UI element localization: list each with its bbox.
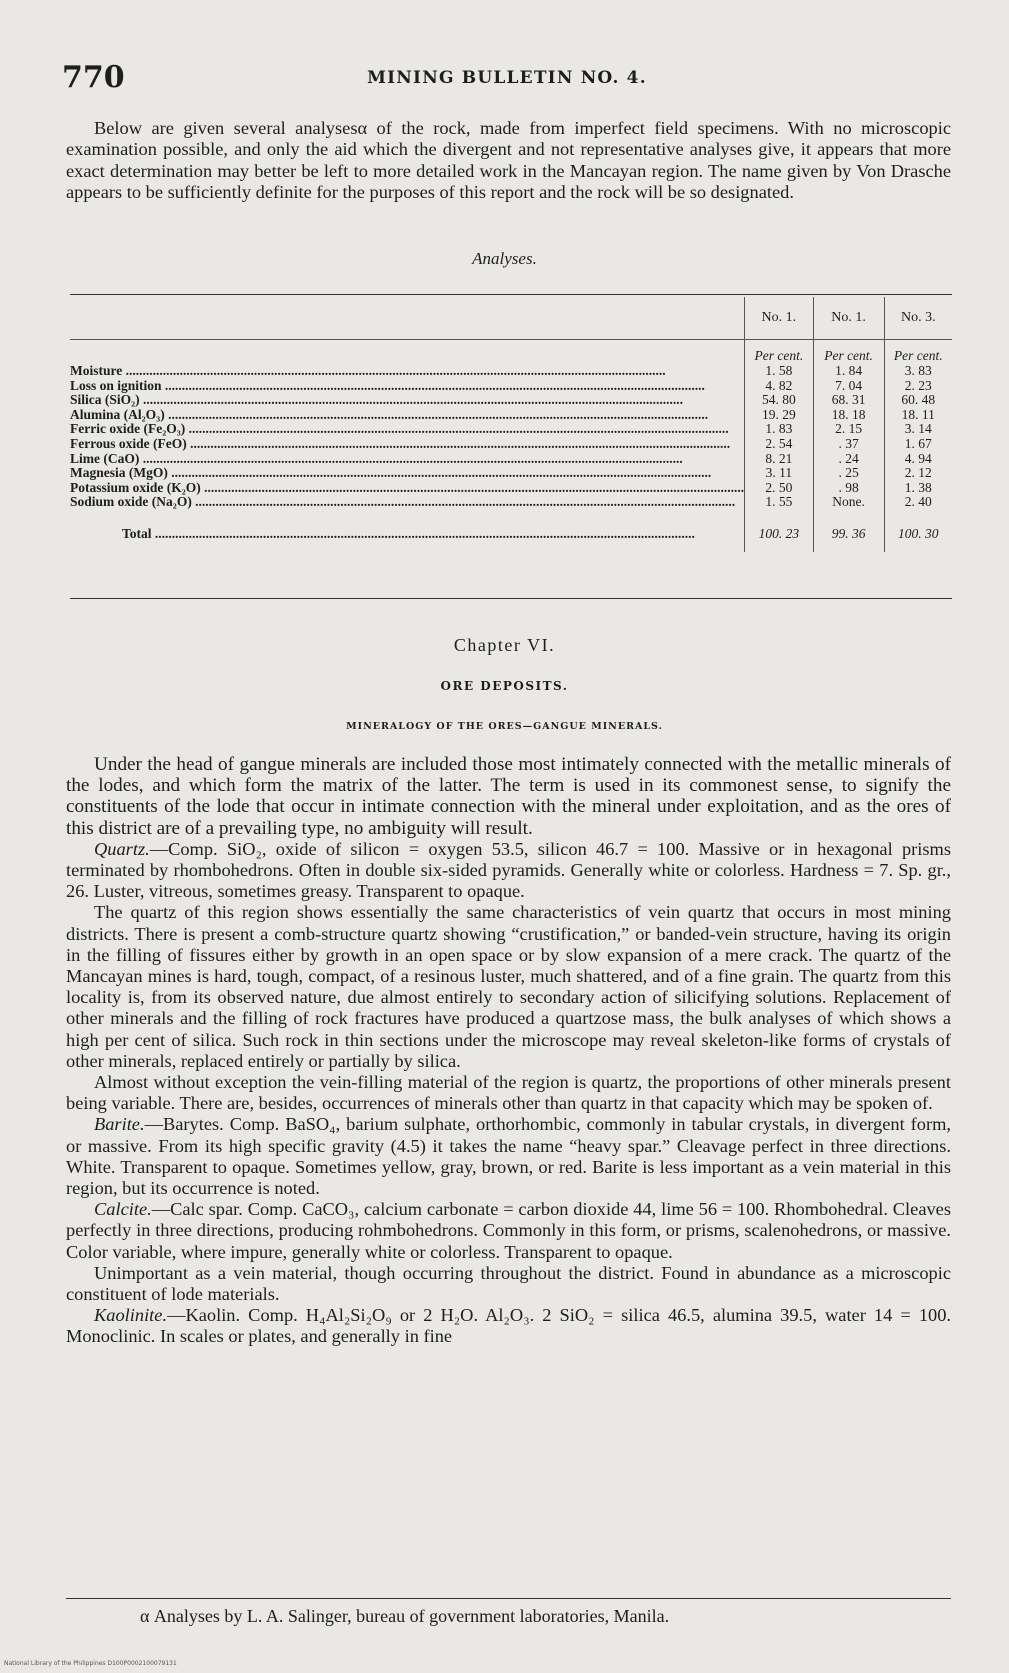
paragraph-kaolinite: [66, 1305, 951, 1347]
paragraph-gangue: Under the head of gangue minerals are included those most intimately connected with the metallic minerals of the lodes, and which form the matrix of the latter. The term is used in its commonest sense, to signify the constituents of the lode that occur in intimate connection with the mineral under exploitation, and as the ores of this district are of a prevailing type, no ambiguity will result.: [66, 754, 951, 839]
body-text: [66, 754, 951, 1348]
row-label: Silica (SiO₂) ................................................................................................................................................................: [70, 393, 684, 408]
footnote-rule: [66, 1598, 951, 1599]
row-label: Moisture ................................................................................................................................................................: [70, 364, 666, 378]
paragraph-barite: [66, 1114, 951, 1199]
value-cell: 4. 82: [745, 379, 813, 394]
value-cell: 2. 23: [884, 379, 952, 394]
value-cell: 18. 18: [813, 408, 884, 423]
term-quartz: Quartz.: [94, 838, 150, 859]
value-cell: 54. 80: [745, 393, 813, 408]
page-number: 770: [62, 60, 125, 95]
term-barite: Barite.: [94, 1114, 145, 1135]
barite-description: —Barytes. Comp. BaSO₄, barium sulphate, orthorhombic, commonly in tabular crystals, in divergent form, or massive. From its high specific gravity (4.5) it takes the name “heavy spar.” Cleavage perfect in three directions. White. Transparent to opaque. Sometimes yellow, gray, brown, or red. Barite is less important as a vein material in this region, but its occurrence is noted.: [66, 1114, 951, 1199]
column-header: No. 1.: [813, 297, 884, 340]
value-cell: 1. 67: [884, 437, 952, 452]
value-cell: . 37: [813, 437, 884, 452]
value-cell: 2. 12: [884, 466, 952, 481]
column-header: No. 1.: [745, 297, 813, 340]
row-label: Lime (CaO) ................................................................................................................................................................: [70, 451, 683, 466]
table-row: [70, 437, 952, 452]
table-row: [70, 422, 952, 437]
table-row: [70, 393, 952, 408]
row-label: Loss on ignition ................................................................................................................................................................: [70, 378, 705, 393]
value-cell: 2. 40: [884, 495, 952, 510]
table-row: [70, 379, 952, 394]
term-calcite: Calcite.: [94, 1199, 152, 1220]
unit-cell: Per cent.: [884, 340, 952, 365]
value-cell: 18. 11: [884, 408, 952, 423]
value-cell: 3. 14: [884, 422, 952, 437]
section-title: ORE DEPOSITS.: [440, 679, 569, 693]
value-cell: 2. 15: [813, 422, 884, 437]
table-bottom-rule: [70, 598, 952, 599]
table-row: [70, 408, 952, 423]
value-cell: None.: [813, 495, 884, 510]
row-label: Potassium oxide (K₂O) ................................................................................................................................................................: [70, 480, 745, 495]
value-cell: . 24: [813, 452, 884, 467]
value-cell: 2. 50: [745, 481, 813, 496]
table-caption: Analyses.: [472, 249, 537, 268]
table-row: [70, 481, 952, 496]
analyses-table: [70, 297, 952, 552]
table-stub-header: [70, 297, 745, 340]
units-row: [70, 340, 952, 365]
value-cell: 4. 94: [884, 452, 952, 467]
quartz-description: —Comp. SiO₂, oxide of silicon = oxygen 53.5, silicon 46.7 = 100. Massive or in hexagonal prisms terminated by rhombohedrons. Often in double six-sided pyramids. Generally white or colorless. Hardness = 7. Sp. gr., 26. Luster, vitreous, sometimes greasy. Transparent to opaque.: [66, 838, 951, 902]
table-row: [70, 452, 952, 467]
row-label: Sodium oxide (Na₂O) ................................................................................................................................................................: [70, 495, 736, 510]
kaolinite-description: —Kaolin. Comp. H₄Al₂Si₂O₉ or 2 H₂O. Al₂O₃. 2 SiO₂ = silica 46.5, alumina 39.5, water 14 = 100. Monoclinic. In scales or plates, and generally in fine: [66, 1305, 951, 1347]
value-cell: 68. 31: [813, 393, 884, 408]
table-row: [70, 364, 952, 379]
value-cell: . 25: [813, 466, 884, 481]
value-cell: 3. 11: [745, 466, 813, 481]
paragraph-vein-filling: Almost without exception the vein-filling material of the region is quartz, the proportions of other minerals present being variable. There are, besides, occurrences of minerals other than quartz in that capacity which may be spoken of.: [66, 1072, 951, 1114]
value-cell: 7. 04: [813, 379, 884, 394]
subsection-title: MINERALOGY OF THE ORES—GANGUE MINERALS.: [346, 721, 663, 732]
value-cell: 8. 21: [745, 452, 813, 467]
column-header: No. 3.: [884, 297, 952, 340]
value-cell: 1. 83: [745, 422, 813, 437]
value-cell: 1. 55: [745, 495, 813, 510]
value-cell: 1. 38: [884, 481, 952, 496]
value-cell: 2. 54: [745, 437, 813, 452]
paragraph-quartz-region: The quartz of this region shows essentially the same characteristics of vein quartz that occurs in most mining districts. There is present a comb-structure quartz showing “crustification,” or banded-vein structure, having its origin in the filling of fissures either by growth in an open space or by slow expansion of a mere crack. The quartz of the Mancayan mines is hard, tough, compact, of a resinous luster, much shattered, and of a fine grain. The quartz from this locality is, from its observed nature, due almost entirely to secondary action of silicifying solutions. Replacement of other minerals and the filling of rock fractures have produced a quartzose mass, the bulk analyses of which shows a high per cent of silica. Such rock in thin sections under the microscope may reveal skeleton-like forms of crystals of other minerals, replaced entirely or partially by silica.: [66, 902, 951, 1071]
total-row: [70, 510, 952, 552]
row-label: Magnesia (MgO) ................................................................................................................................................................: [70, 466, 712, 481]
running-head: MINING BULLETIN NO. 4.: [367, 68, 647, 88]
term-kaolinite: Kaolinite.: [94, 1305, 168, 1326]
scan-identifier: National Library of the Philippines D100P0002100079131: [4, 1660, 177, 1667]
total-value: 100. 30: [884, 510, 952, 552]
page-header: [62, 60, 952, 96]
table-top-rule: [70, 294, 952, 295]
value-cell: 3. 83: [884, 364, 952, 379]
table-row: [70, 495, 952, 510]
value-cell: 60. 48: [884, 393, 952, 408]
total-label: Total ................................................................................................................................................................: [122, 525, 695, 541]
total-value: 99. 36: [813, 510, 884, 552]
row-label: Alumina (Al₂O₃) ................................................................................................................................................................: [70, 407, 709, 422]
row-label: Ferric oxide (Fe₂O₃) ................................................................................................................................................................: [70, 422, 729, 437]
value-cell: 19. 29: [745, 408, 813, 423]
calcite-description: —Calc spar. Comp. CaCO₃, calcium carbonate = carbon dioxide 44, lime 56 = 100. Rhombohedral. Cleaves perfectly in three directions, producing rohmbohedrons. Commonly in this form, or prisms, scalenohedrons, or massive. Color variable, where impure, generally white or colorless. Transparent to opaque.: [66, 1199, 951, 1262]
paragraph-calcite: [66, 1199, 951, 1263]
chapter-title: Chapter VI.: [453, 635, 556, 655]
paragraph-calcite-note: Unimportant as a vein material, though occurring throughout the district. Found in abundance as a microscopic constituent of lode materials.: [66, 1262, 951, 1305]
value-cell: 1. 84: [813, 364, 884, 379]
value-cell: 1. 58: [745, 364, 813, 379]
footnote: α Analyses by L. A. Salinger, bureau of government laboratories, Manila.: [140, 1606, 670, 1626]
unit-cell: Per cent.: [813, 340, 884, 365]
paragraph-quartz: [66, 839, 951, 903]
value-cell: . 98: [813, 481, 884, 496]
row-label: Ferrous oxide (FeO) ................................................................................................................................................................: [70, 436, 731, 451]
table-row: [70, 466, 952, 481]
unit-cell: Per cent.: [745, 340, 813, 365]
intro-paragraph: Below are given several analysesα of the rock, made from imperfect field specimens. With no microscopic examination possible, and only the aid which the divergent and not representative analyses give, it appears that more exact determination may better be left to more detailed work in the Mancayan region. The name given by Von Drasche appears to be sufficiently definite for the purposes of this report and the rock will be so designated.: [66, 118, 951, 202]
total-value: 100. 23: [745, 510, 813, 552]
